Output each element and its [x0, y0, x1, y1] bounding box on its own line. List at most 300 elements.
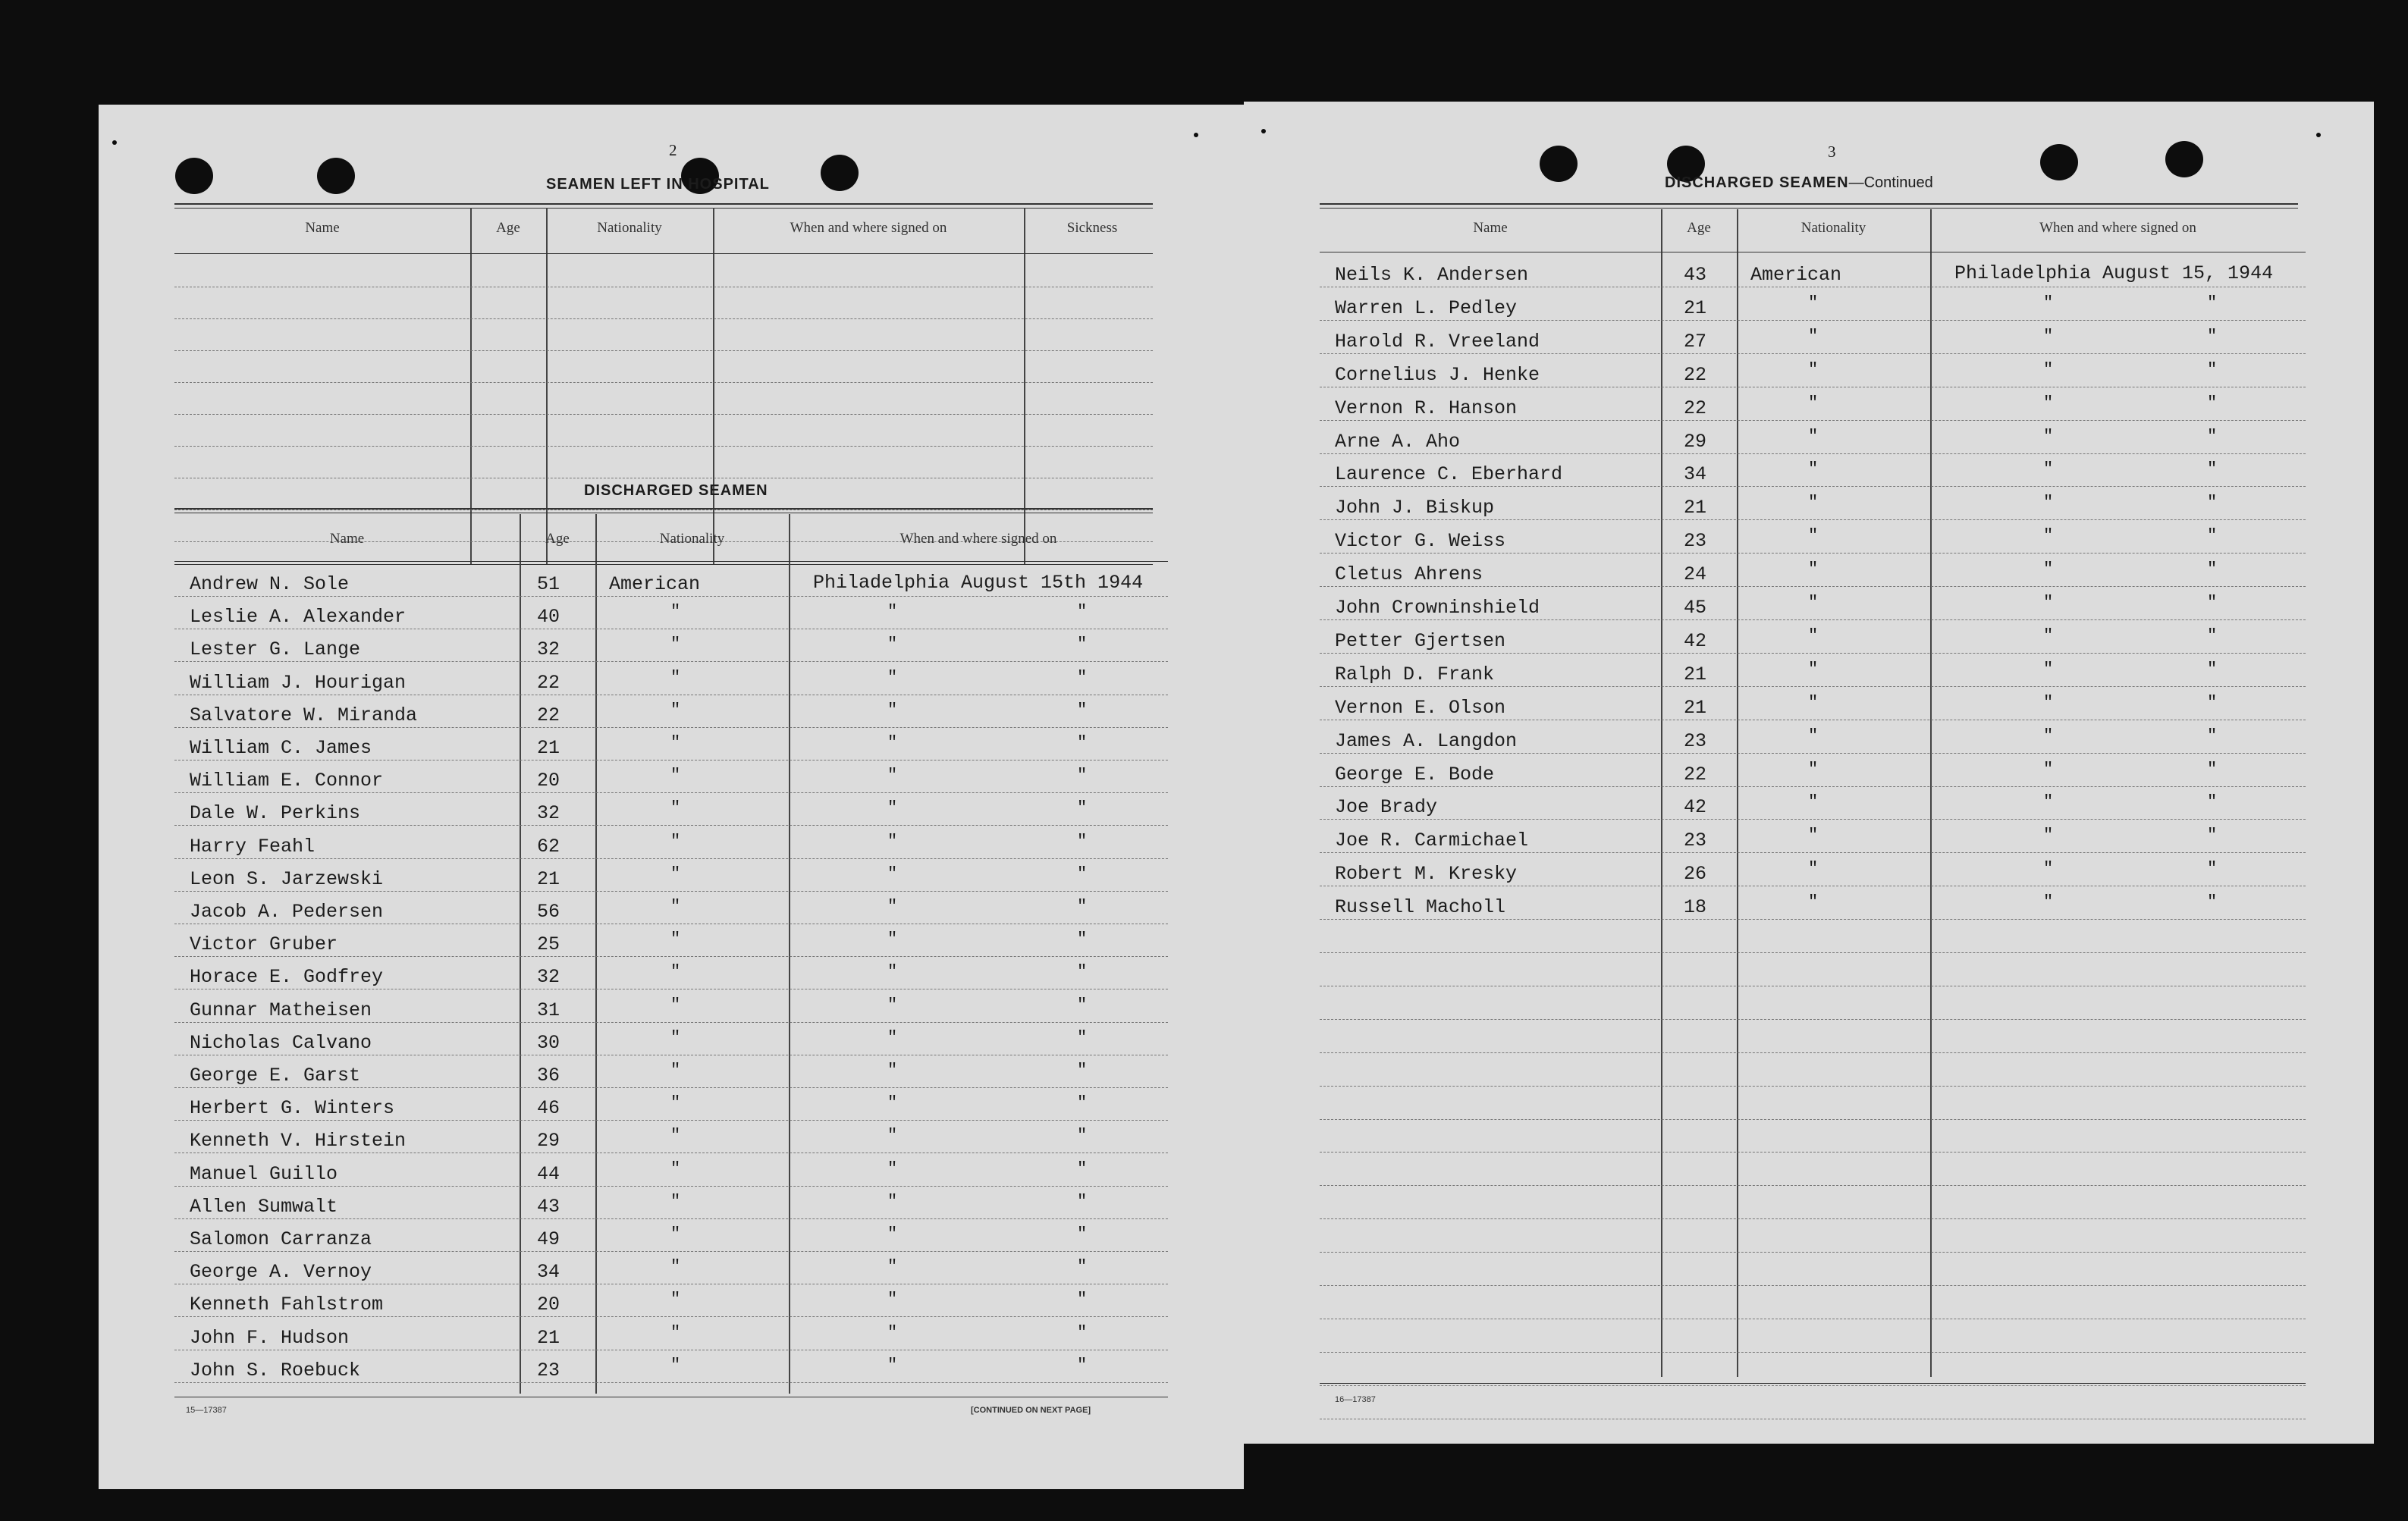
signed-on-ditto: " [887, 1093, 898, 1113]
column-header: When and where signed on [899, 531, 1057, 547]
nationality-ditto: " [670, 1225, 681, 1243]
row-line [174, 1218, 1168, 1219]
signed-on-ditto: " [2207, 560, 2218, 579]
nationality-ditto: " [670, 1355, 681, 1375]
signed-on-ditto: " [1077, 864, 1088, 883]
nationality-ditto: " [1808, 493, 1819, 513]
seaman-age: 21 [537, 867, 560, 890]
signed-on-ditto: " [2043, 426, 2054, 446]
seaman-name: George E. Garst [190, 1065, 361, 1087]
nationality-ditto: " [1808, 892, 1819, 912]
seaman-age: 29 [537, 1130, 560, 1153]
signed-on-ditto: " [887, 1159, 898, 1178]
signed-on-ditto: " [2043, 692, 2054, 712]
seaman-name: Robert M. Kresky [1335, 863, 1518, 886]
row-line [1320, 586, 2306, 587]
column-header: Name [1473, 220, 1508, 236]
signed-on-ditto: " [887, 667, 898, 687]
nationality: American [609, 573, 701, 595]
nationality-ditto: " [670, 766, 681, 786]
row-line [174, 1316, 1168, 1317]
empty-row-line [1320, 1152, 2306, 1153]
seaman-name: Harry Feahl [190, 835, 316, 858]
signed-on-ditto: " [887, 1126, 898, 1146]
column-header: Nationality [597, 220, 662, 236]
seaman-name: Gunnar Matheisen [190, 999, 372, 1021]
seaman-name: William C. James [190, 737, 372, 759]
punch-hole [821, 155, 859, 191]
right-page [1244, 102, 2374, 1444]
signed-on-ditto: " [2043, 326, 2054, 346]
nationality-ditto: " [670, 1290, 681, 1309]
seaman-name: Harold R. Vreeland [1335, 330, 1540, 353]
seaman-name: Cletus Ahrens [1335, 563, 1483, 586]
row-line [1320, 486, 2306, 487]
signed-on-ditto: " [2043, 859, 2054, 879]
nationality-ditto: " [1808, 859, 1819, 879]
signed-on-ditto: " [887, 1027, 898, 1047]
seaman-age: 22 [1684, 363, 1707, 386]
left-page [99, 105, 1244, 1489]
nationality-ditto: " [1808, 293, 1819, 312]
nationality-ditto: " [1808, 593, 1819, 612]
signed-on-ditto: " [887, 1191, 898, 1211]
seaman-age: 45 [1684, 597, 1707, 619]
seaman-name: Salomon Carranza [190, 1228, 372, 1250]
empty-row-line [1320, 1185, 2306, 1186]
page-number: 3 [1828, 143, 1836, 161]
column-divider [1661, 209, 1662, 1377]
empty-row-line [1320, 1086, 2306, 1087]
signed-on-ditto: " [887, 1257, 898, 1277]
signed-on-ditto: " [1077, 1061, 1088, 1080]
signed-on-ditto: " [887, 864, 898, 883]
seaman-name: Salvatore W. Miranda [190, 704, 418, 726]
signed-on-ditto: " [2207, 493, 2218, 513]
seaman-age: 21 [1684, 696, 1707, 719]
seaman-name: Ralph D. Frank [1335, 663, 1495, 685]
seaman-age: 30 [537, 1031, 560, 1054]
seaman-age: 26 [1684, 863, 1707, 886]
seaman-age: 21 [537, 737, 560, 759]
empty-row-line [1320, 1252, 2306, 1253]
nationality-ditto: " [670, 667, 681, 687]
signed-on-ditto: " [2043, 759, 2054, 779]
signed-on-ditto: " [2207, 759, 2218, 779]
column-header: When and where signed on [2039, 220, 2196, 236]
seaman-age: 51 [537, 573, 560, 595]
seaman-age: 23 [1684, 530, 1707, 553]
seaman-age: 23 [1684, 829, 1707, 852]
signed-on: Philadelphia August 15, 1944 [1954, 262, 2274, 284]
row-line [174, 596, 1168, 597]
nationality-ditto: " [670, 1061, 681, 1080]
nationality-ditto: " [1808, 692, 1819, 712]
nationality-ditto: " [1808, 826, 1819, 845]
signed-on-ditto: " [1077, 1159, 1088, 1178]
hospital-section-title: SEAMEN LEFT IN HOSPITAL [546, 176, 770, 193]
signed-on-ditto: " [2207, 426, 2218, 446]
signed-on-ditto: " [1077, 962, 1088, 982]
nationality-ditto: " [670, 1257, 681, 1277]
row-line [174, 891, 1168, 892]
seaman-name: James A. Langdon [1335, 729, 1518, 752]
seaman-age: 42 [1684, 629, 1707, 652]
nationality-ditto: " [670, 1093, 681, 1113]
signed-on-ditto: " [1077, 700, 1088, 720]
column-header: Age [545, 531, 570, 547]
signed-on-ditto: " [887, 635, 898, 654]
scan-speck [2316, 133, 2321, 137]
row-line [1320, 686, 2306, 687]
section-rule [174, 508, 1153, 510]
signed-on-ditto: " [1077, 1355, 1088, 1375]
seaman-name: Joe Brady [1335, 796, 1438, 819]
row-line [1320, 420, 2306, 421]
row-line [174, 1382, 1168, 1383]
nationality-ditto: " [1808, 426, 1819, 446]
signed-on-ditto: " [887, 602, 898, 622]
column-divider [546, 208, 548, 564]
seaman-age: 43 [537, 1195, 560, 1218]
seaman-name: Andrew N. Sole [190, 573, 350, 595]
nationality: American [1750, 264, 1842, 286]
header-rule [174, 561, 1168, 562]
seaman-name: Allen Sumwalt [190, 1195, 338, 1218]
seaman-name: Victor G. Weiss [1335, 530, 1506, 553]
signed-on-ditto: " [1077, 1225, 1088, 1243]
seaman-age: 22 [1684, 397, 1707, 419]
signed-on-ditto: " [2207, 593, 2218, 612]
seaman-age: 29 [1684, 430, 1707, 453]
row-line [1320, 619, 2306, 620]
seaman-name: John Crowninshield [1335, 597, 1540, 619]
seaman-age: 56 [537, 901, 560, 923]
table-bottom-rule [1320, 1383, 2306, 1384]
row-line [174, 1087, 1168, 1088]
nationality-ditto: " [670, 1191, 681, 1211]
header-rule [174, 253, 1153, 254]
signed-on-ditto: " [2043, 826, 2054, 845]
signed-on-ditto: " [887, 766, 898, 786]
nationality-ditto: " [670, 635, 681, 654]
nationality-ditto: " [670, 897, 681, 916]
nationality-ditto: " [1808, 759, 1819, 779]
seaman-age: 46 [537, 1097, 560, 1120]
empty-row-line [174, 350, 1153, 351]
row-line [1320, 653, 2306, 654]
seaman-age: 20 [537, 1294, 560, 1316]
column-header: Age [1687, 220, 1711, 236]
form-code: 15—17387 [186, 1406, 227, 1415]
column-divider [520, 514, 521, 1394]
signed-on-ditto: " [2207, 326, 2218, 346]
signed-on-ditto: " [1077, 798, 1088, 818]
seaman-name: Kenneth Fahlstrom [190, 1294, 384, 1316]
empty-row-line [174, 318, 1153, 319]
seaman-age: 27 [1684, 330, 1707, 353]
nationality-ditto: " [670, 1126, 681, 1146]
empty-row-line [1320, 1019, 2306, 1020]
seaman-age: 21 [1684, 296, 1707, 319]
seaman-name: Neils K. Andersen [1335, 264, 1529, 286]
empty-row-line [1320, 952, 2306, 953]
seaman-age: 32 [537, 802, 560, 825]
column-header: Name [329, 531, 365, 547]
seaman-name: Petter Gjertsen [1335, 629, 1506, 652]
signed-on-ditto: " [2043, 726, 2054, 745]
page-number: 2 [669, 141, 677, 159]
signed-on-ditto: " [887, 798, 898, 818]
empty-row-line [1320, 1385, 2306, 1386]
signed-on-ditto: " [2043, 359, 2054, 379]
nationality-ditto: " [670, 962, 681, 982]
row-line [174, 727, 1168, 728]
seaman-age: 32 [537, 966, 560, 989]
column-divider [713, 208, 714, 564]
seaman-name: William E. Connor [190, 770, 384, 792]
seaman-name: Nicholas Calvano [190, 1031, 372, 1054]
punch-hole [317, 158, 355, 194]
seaman-name: Vernon E. Olson [1335, 696, 1506, 719]
row-line [174, 956, 1168, 957]
signed-on-ditto: " [2207, 726, 2218, 745]
scan-speck [1194, 133, 1198, 137]
seaman-name: Cornelius J. Henke [1335, 363, 1540, 386]
seaman-age: 22 [1684, 763, 1707, 786]
signed-on-ditto: " [2207, 293, 2218, 312]
seaman-age: 21 [537, 1326, 560, 1349]
section-rule [1320, 203, 2298, 205]
signed-on-ditto: " [2043, 459, 2054, 479]
seaman-age: 49 [537, 1228, 560, 1250]
seaman-name: Horace E. Godfrey [190, 966, 384, 989]
signed-on-ditto: " [2207, 659, 2218, 679]
nationality-ditto: " [670, 733, 681, 752]
signed-on-ditto: " [887, 995, 898, 1015]
signed-on-ditto: " [887, 930, 898, 949]
seaman-age: 32 [537, 638, 560, 661]
seaman-name: Herbert G. Winters [190, 1097, 395, 1120]
signed-on-ditto: " [2043, 626, 2054, 645]
nationality-ditto: " [1808, 459, 1819, 479]
signed-on-ditto: " [2043, 659, 2054, 679]
seaman-name: William J. Hourigan [190, 671, 407, 694]
signed-on-ditto: " [2207, 792, 2218, 812]
discharged-continued-title [1665, 174, 1933, 192]
empty-row-line [1320, 1218, 2306, 1219]
seaman-age: 34 [537, 1261, 560, 1284]
seaman-age: 23 [537, 1359, 560, 1381]
section-rule [1320, 208, 2298, 209]
seaman-age: 20 [537, 770, 560, 792]
seaman-name: Lester G. Lange [190, 638, 361, 661]
seaman-name: Dale W. Perkins [190, 802, 361, 825]
signed-on-ditto: " [887, 1355, 898, 1375]
signed-on-ditto: " [887, 831, 898, 851]
seaman-name: George E. Bode [1335, 763, 1495, 786]
seaman-age: 22 [537, 704, 560, 726]
signed-on-ditto: " [887, 897, 898, 916]
signed-on-ditto: " [2207, 526, 2218, 546]
nationality-ditto: " [670, 831, 681, 851]
table-bottom-rule [174, 564, 1153, 565]
nationality-ditto: " [670, 1027, 681, 1047]
row-line [1320, 553, 2306, 554]
signed-on-ditto: " [2207, 459, 2218, 479]
row-line [1320, 320, 2306, 321]
nationality-ditto: " [1808, 659, 1819, 679]
signed-on-ditto: " [1077, 1093, 1088, 1113]
signed-on-ditto: " [1077, 995, 1088, 1015]
signed-on-ditto: " [1077, 635, 1088, 654]
continued-note: [CONTINUED ON NEXT PAGE] [971, 1406, 1091, 1415]
seaman-name: Arne A. Aho [1335, 430, 1461, 453]
empty-row-line [1320, 1352, 2306, 1353]
signed-on-ditto: " [1077, 667, 1088, 687]
seaman-age: 24 [1684, 563, 1707, 586]
seaman-name: Jacob A. Pedersen [190, 901, 384, 923]
empty-row-line [1320, 1285, 2306, 1286]
seaman-name: Victor Gruber [190, 933, 338, 956]
signed-on-ditto: " [2043, 892, 2054, 912]
seaman-name: Warren L. Pedley [1335, 296, 1518, 319]
nationality-ditto: " [670, 864, 681, 883]
nationality-ditto: " [670, 798, 681, 818]
signed-on-ditto: " [1077, 1191, 1088, 1211]
nationality-ditto: " [1808, 526, 1819, 546]
punch-hole [2165, 141, 2203, 177]
nationality-ditto: " [1808, 726, 1819, 745]
signed-on-ditto: " [887, 962, 898, 982]
signed-on-ditto: " [2043, 560, 2054, 579]
seaman-age: 43 [1684, 264, 1707, 286]
signed-on-ditto: " [887, 733, 898, 752]
signed-on-ditto: " [2207, 626, 2218, 645]
nationality-ditto: " [670, 1322, 681, 1342]
signed-on: Philadelphia August 15th 1944 [813, 572, 1144, 594]
empty-row-line [174, 446, 1153, 447]
seaman-name: George A. Vernoy [190, 1261, 372, 1284]
column-divider [1737, 209, 1738, 1377]
row-line [174, 1022, 1168, 1023]
column-divider [1930, 209, 1932, 1377]
seaman-age: 25 [537, 933, 560, 956]
seaman-age: 34 [1684, 463, 1707, 486]
row-line [1320, 753, 2306, 754]
column-divider [789, 514, 790, 1394]
punch-hole [2040, 144, 2078, 180]
signed-on-ditto: " [2043, 792, 2054, 812]
seaman-name: Laurence C. Eberhard [1335, 463, 1563, 486]
column-divider [1024, 208, 1025, 564]
seaman-name: Kenneth V. Hirstein [190, 1130, 407, 1153]
seaman-age: 42 [1684, 796, 1707, 819]
row-line [174, 792, 1168, 793]
signed-on-ditto: " [2207, 692, 2218, 712]
empty-row-line [1320, 1119, 2306, 1120]
seaman-name: Russell Macholl [1335, 896, 1506, 919]
signed-on-ditto: " [1077, 897, 1088, 916]
row-line [174, 661, 1168, 662]
signed-on-ditto: " [887, 1225, 898, 1243]
signed-on-ditto: " [2043, 526, 2054, 546]
signed-on-ditto: " [1077, 930, 1088, 949]
title-suffix: —Continued [1848, 174, 1933, 191]
seaman-age: 40 [537, 606, 560, 629]
column-divider [470, 208, 472, 564]
nationality-ditto: " [1808, 560, 1819, 579]
seaman-age: 36 [537, 1065, 560, 1087]
signed-on-ditto: " [2207, 826, 2218, 845]
signed-on-ditto: " [2043, 293, 2054, 312]
row-line [174, 1251, 1168, 1252]
punch-hole [1540, 146, 1578, 182]
row-line [174, 825, 1168, 826]
nationality-ditto: " [1808, 359, 1819, 379]
seaman-name: Vernon R. Hanson [1335, 397, 1518, 419]
seaman-age: 62 [537, 835, 560, 858]
nationality-ditto: " [1808, 326, 1819, 346]
signed-on-ditto: " [1077, 602, 1088, 622]
row-line [174, 1186, 1168, 1187]
column-header: Age [496, 220, 520, 236]
empty-row-line [1320, 1052, 2306, 1053]
signed-on-ditto: " [2043, 493, 2054, 513]
seaman-name: John S. Roebuck [190, 1359, 361, 1381]
seaman-name: John F. Hudson [190, 1326, 350, 1349]
row-line [174, 858, 1168, 859]
row-line [1320, 453, 2306, 454]
signed-on-ditto: " [1077, 1027, 1088, 1047]
seaman-name: Joe R. Carmichael [1335, 829, 1529, 852]
signed-on-ditto: " [1077, 766, 1088, 786]
seaman-name: John J. Biskup [1335, 497, 1495, 519]
seaman-name: Leon S. Jarzewski [190, 867, 384, 890]
signed-on-ditto: " [1077, 831, 1088, 851]
signed-on-ditto: " [887, 1061, 898, 1080]
row-line [174, 1120, 1168, 1121]
signed-on-ditto: " [887, 1290, 898, 1309]
row-line [1320, 819, 2306, 820]
discharged-section-title: DISCHARGED SEAMEN [584, 482, 768, 499]
nationality-ditto: " [670, 995, 681, 1015]
scan-speck [112, 140, 117, 145]
nationality-ditto: " [670, 602, 681, 622]
signed-on-ditto: " [887, 1322, 898, 1342]
seaman-name: Manuel Guillo [190, 1162, 338, 1185]
signed-on-ditto: " [887, 700, 898, 720]
signed-on-ditto: " [2043, 393, 2054, 412]
seaman-age: 21 [1684, 497, 1707, 519]
seaman-age: 18 [1684, 896, 1707, 919]
signed-on-ditto: " [1077, 1257, 1088, 1277]
form-code: 16—17387 [1335, 1395, 1376, 1404]
seaman-name: Leslie A. Alexander [190, 606, 407, 629]
column-header: When and where signed on [790, 220, 947, 236]
signed-on-ditto: " [2207, 859, 2218, 879]
seaman-age: 44 [537, 1162, 560, 1185]
punch-hole [175, 158, 213, 194]
nationality-ditto: " [670, 1159, 681, 1178]
column-header: Nationality [659, 531, 725, 547]
signed-on-ditto: " [2207, 359, 2218, 379]
signed-on-ditto: " [1077, 733, 1088, 752]
signed-on-ditto: " [2043, 593, 2054, 612]
seaman-age: 21 [1684, 663, 1707, 685]
column-header: Nationality [1801, 220, 1866, 236]
column-header: Sickness [1066, 220, 1118, 236]
